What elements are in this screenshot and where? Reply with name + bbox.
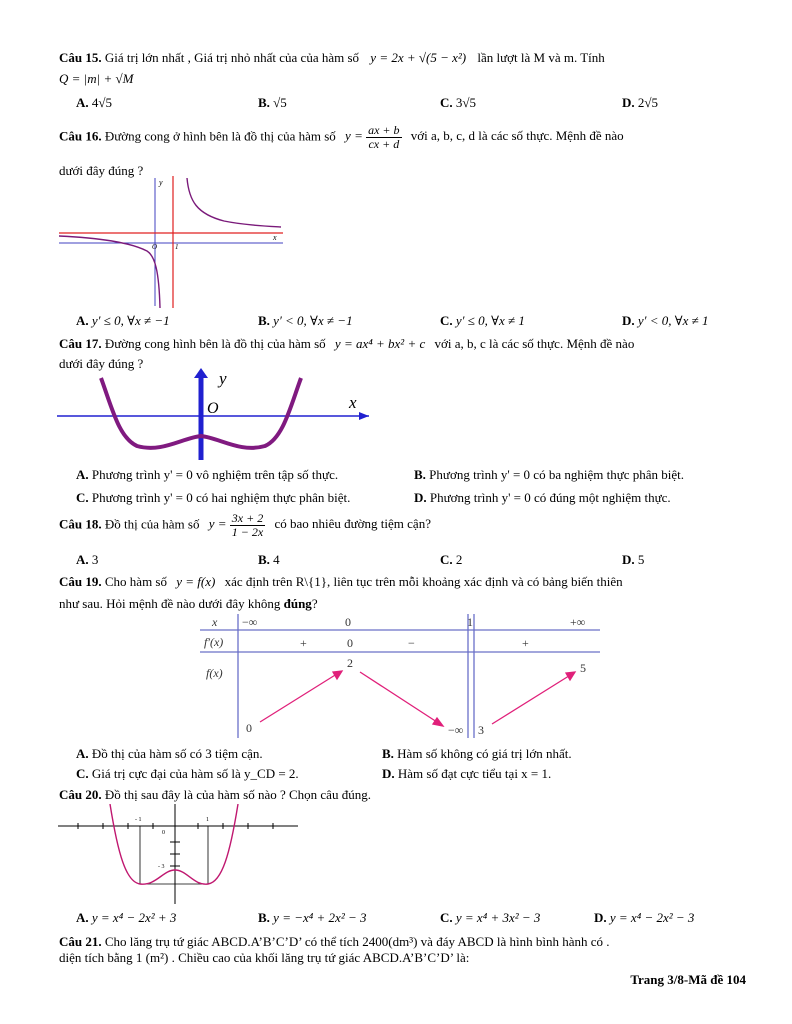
q19-arrow-up-2 — [492, 674, 572, 724]
q17-line1 — [59, 336, 634, 352]
q18-option-d[interactable]: D. 5 — [622, 552, 645, 567]
q19-arrowhead-icon — [433, 718, 443, 726]
q19-option-d[interactable]: D. Hàm số đạt cực tiểu tại x = 1. — [382, 766, 552, 781]
q19-x-zero: 0 — [345, 615, 351, 629]
q20-option-a[interactable]: A. y = x⁴ − 2x² + 3 — [76, 910, 177, 925]
q20-curve — [110, 804, 238, 884]
q19-x-pos-inf: +∞ — [570, 615, 586, 629]
q17-x-label: x — [349, 393, 357, 412]
q15-text-b: lần lượt là M và m. Tính — [477, 50, 605, 65]
q15-option-b[interactable]: B. √5 — [258, 95, 287, 110]
q19-row-f-label: f(x) — [206, 666, 223, 680]
q19-option-c[interactable]: C. Giá trị cực đại của hàm số là y_CD = 2. — [76, 766, 299, 781]
q17-x-arrow-icon — [359, 412, 369, 420]
q20-option-d[interactable]: D. y = x⁴ − 2x² − 3 — [594, 910, 695, 925]
q15-option-d[interactable]: D. 2√5 — [622, 95, 659, 110]
q19-arrowhead-icon — [566, 672, 575, 680]
q17-option-d[interactable]: D. Phương trình y' = 0 có đúng một nghiệm thực. — [414, 490, 671, 505]
q16-text-c: dưới đây đúng ? — [59, 163, 144, 178]
q19-f-value-neg-inf: −∞ — [448, 723, 464, 737]
q21-line2: diện tích bằng 1 (m²) . Chiều cao của khối lăng trụ tứ giác ABCD.A’B’C’D’ là: — [59, 950, 470, 965]
q19-arrow-down — [360, 672, 440, 724]
q16-text-b: với a, b, c, d là các số thực. Mệnh đề nào — [410, 128, 624, 144]
q16-tick-label: 1 — [175, 243, 179, 251]
q20-line1 — [59, 787, 371, 803]
q19-sign-plus-2: + — [522, 636, 529, 650]
q19-sign-zero: 0 — [347, 636, 353, 650]
q17-text-a: Đường cong hình bên là đồ thị của hàm số — [104, 336, 326, 351]
q20-option-c[interactable]: C. y = x⁴ + 3x² − 3 — [440, 910, 541, 925]
q16-y-label: y — [159, 178, 163, 187]
q20-tick-right-label: 1 — [206, 817, 209, 823]
q15-label: Câu 15. — [59, 50, 102, 65]
page-footer: Trang 3/8-Mã đề 104 — [630, 972, 746, 987]
q20-tick-left-label: - 1 — [135, 817, 142, 823]
q16-fraction: $\frac{ax + b}{cx + d}$ — [368, 123, 400, 151]
q16-curve-left — [59, 236, 160, 308]
q21-label: Câu 21. — [59, 934, 102, 949]
q15-formula: y = 2x + √(5 − x²) — [370, 50, 467, 65]
q16-origin-label: O — [152, 243, 158, 251]
q16-curve-right — [187, 178, 281, 227]
q20-graph — [58, 804, 302, 904]
q15-option-c[interactable]: C. 3√5 — [440, 95, 477, 110]
q19-label: Câu 19. — [59, 574, 102, 589]
q19-text-a: Cho hàm số — [104, 574, 167, 589]
q19-option-a[interactable]: A. Đồ thị của hàm số có 3 tiệm cận. — [76, 746, 263, 761]
q16-option-b[interactable]: B. y′ < 0, ∀x ≠ −1 — [258, 313, 353, 328]
q17-label: Câu 17. — [59, 336, 102, 351]
q18-option-a[interactable]: A. 3 — [76, 552, 99, 567]
q19-sign-plus-1: + — [300, 636, 307, 650]
q19-row-x-label: x — [212, 615, 218, 629]
q18-option-c[interactable]: C. 2 — [440, 552, 463, 567]
q19-x-one: 1 — [467, 615, 473, 629]
q16-option-a[interactable]: A. y′ ≤ 0, ∀x ≠ −1 — [76, 313, 170, 328]
q16-text-a: Đường cong ở hình bên là đồ thị của hàm số — [104, 128, 336, 144]
q20-label: Câu 20. — [59, 787, 102, 802]
q19-line2: như sau. Hỏi mệnh đề nào dưới đây không đúng? — [59, 596, 318, 611]
q19-row-fprime-label: f′(x) — [204, 635, 224, 649]
q19-f-value-0: 0 — [246, 721, 252, 735]
q18-fraction: $\frac{3x + 2}{1 - 2x}$ — [231, 511, 264, 539]
q17-option-c[interactable]: C. Phương trình y' = 0 có hai nghiệm thực phân biệt. — [76, 490, 351, 505]
q18-text-b: có bao nhiêu đường tiệm cận? — [274, 516, 431, 532]
q17-text-b: với a, b, c là các số thực. Mệnh đề nào — [434, 336, 635, 351]
q19-text-b: xác định trên R\{1}, liên tục trên mỗi khoảng xác định và có bảng biến thiên — [224, 574, 623, 589]
q16-graph — [59, 176, 287, 308]
q19-x-neg-inf: −∞ — [242, 615, 258, 629]
q17-graph — [57, 368, 377, 460]
q16-option-c[interactable]: C. y′ ≤ 0, ∀x ≠ 1 — [440, 313, 525, 328]
q15-text-a: Giá trị lớn nhất , Giá trị nhỏ nhất của của hàm số — [104, 50, 360, 65]
q18-line1: Câu 18. Đồ thị của hàm số y = $\frac{3x + 2}{1 - 2x}$ có bao nhiêu đường tiệm cận? — [59, 511, 431, 539]
q20-option-b[interactable]: B. y = −x⁴ + 2x² − 3 — [258, 910, 367, 925]
q17-y-label: y — [219, 369, 227, 388]
q20-text: Đồ thị sau đây là của hàm số nào ? Chọn câu đúng. — [104, 787, 371, 802]
q19-f-value-2: 2 — [347, 656, 353, 670]
q17-formula: y = ax⁴ + bx² + c — [334, 336, 426, 351]
q17-y-arrow-icon — [194, 368, 208, 378]
q17-option-a[interactable]: A. Phương trình y' = 0 vô nghiệm trên tập số thực. — [76, 467, 339, 482]
q16-option-d[interactable]: D. y′ < 0, ∀x ≠ 1 — [622, 313, 709, 328]
q19-f-value-5: 5 — [580, 661, 586, 675]
q16-label: Câu 16. — [59, 128, 102, 144]
q16-line1: Câu 16. Đường cong ở hình bên là đồ thị của hàm số y = $\frac{ax + b}{cx + d}$ với a, b, c, d là các số thực. Mệnh đề nào — [59, 123, 624, 151]
q19-sign-minus: − — [408, 636, 415, 650]
q20-origin-label: 0 — [162, 830, 165, 836]
q15-line1 — [59, 50, 605, 66]
q19-option-b[interactable]: B. Hàm số không có giá trị lớn nhất. — [382, 746, 572, 761]
q20-tick-low-label: - 3 — [158, 864, 165, 870]
q16-x-label: x — [273, 233, 277, 242]
q15-expr: Q = |m| + √M — [59, 71, 134, 86]
q17-option-b[interactable]: B. Phương trình y' = 0 có ba nghiệm thực phân biệt. — [414, 467, 685, 482]
q18-text-a: Đồ thị của hàm số — [104, 516, 200, 532]
q19-arrow-up-1 — [260, 672, 340, 722]
q19-formula: y = f(x) — [176, 574, 216, 589]
q21-line1 — [59, 934, 610, 950]
q19-arrowhead-icon — [333, 671, 342, 679]
q17-origin-label: O — [207, 400, 219, 417]
q19-line1 — [59, 574, 623, 590]
q15-option-a[interactable]: A. 4√5 — [76, 95, 113, 110]
q18-option-b[interactable]: B. 4 — [258, 552, 280, 567]
q18-label: Câu 18. — [59, 516, 102, 532]
q19-f-value-3: 3 — [478, 723, 484, 737]
q19-variation-table — [200, 614, 600, 738]
q17-text-c: dưới đây đúng ? — [59, 356, 144, 371]
q21-line1-text: Cho lăng trụ tứ giác ABCD.A’B’C’D’ có thể tích 2400(dm³) và đáy ABCD là hình bình hành có . — [104, 934, 610, 949]
